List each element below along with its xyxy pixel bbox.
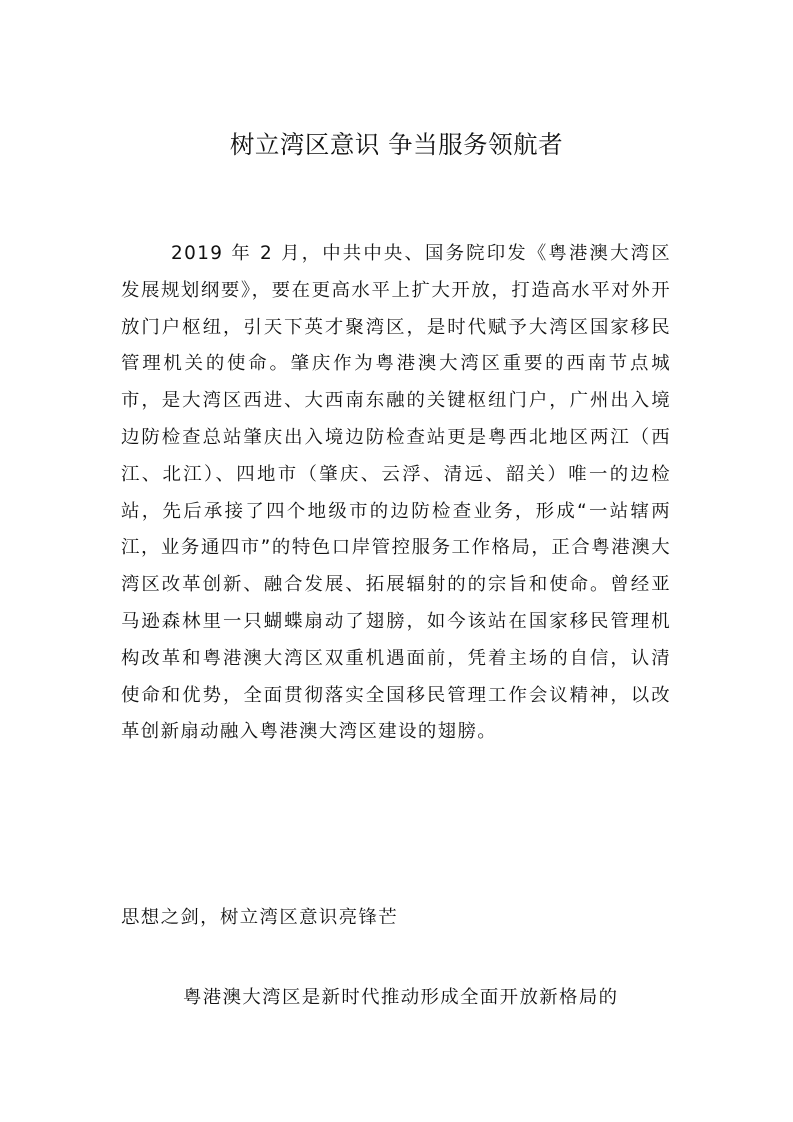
- document-title: 树立湾区意识 争当服务领航者: [229, 130, 564, 159]
- paragraph-intro: 2019 年 2 月，中共中央、国务院印发《粤港澳大湾区发展规划纲要》，要在更高水平上扩大开放，打造高水平对外开放门户枢纽，引天下英才聚湾区，是时代赋予大湾区国家移民管理机关的使命。肇庆作为粤港澳大湾区重要的西南节点城市，是大湾区西进、大西南东融的关键枢纽门户，广州出入境边防检查总站肇庆出入境边防检查站更是粤西北地区两江（西江、北江）、四地市（肇庆、云浮、清远、韶关）唯一的边检站，先后承接了四个地级市的边防检查业务，形成“一站辖两江，业务通四市”的特色口岸管控服务工作格局，正合粤港澳大湾区改革创新、融合发展、拓展辐射的的宗旨和使命。曾经亚马逊森林里一只蝴蝶扇动了翅膀，如今该站在国家移民管理机构改革和粤港澳大湾区双重机遇面前，凭着主场的自信，认清使命和优势，全面贯彻落实全国移民管理工作会议精神，以改革创新扇动融入粤港澳大湾区建设的翅膀。: [121, 243, 671, 743]
- paragraph-section-start: 粤港澳大湾区是新时代推动形成全面开放新格局的: [183, 987, 619, 1008]
- section-heading: 思想之剑，树立湾区意识亮锋芒: [121, 907, 399, 928]
